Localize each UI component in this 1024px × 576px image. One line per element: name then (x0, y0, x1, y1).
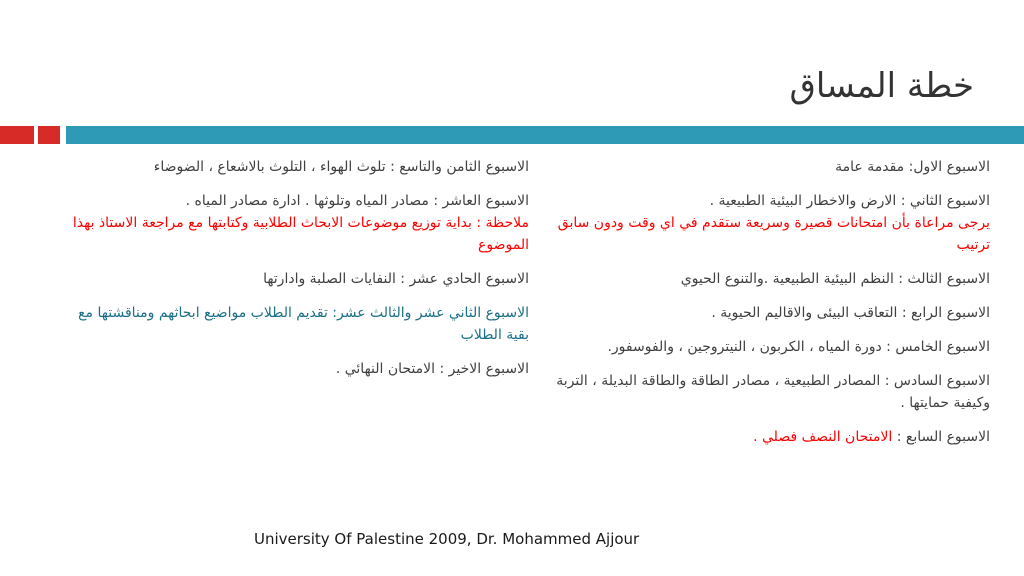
left-column (59, 156, 529, 392)
accent-bar-blue (66, 126, 1024, 144)
quiz-note: يرجى مراعاة بأن امتحانات قصيرة وسريعة ستقدم في اي وقت ودون سابق ترتيب (557, 215, 990, 253)
accent-bar-red-small (38, 126, 60, 144)
week-7: الاسبوع السابع : الامتحان النصف فصلي . (753, 429, 990, 445)
right-column (550, 156, 990, 460)
week-12-13: الاسبوع الثاني عشر والثالث عشر: تقديم الطلاب مواضيع ابحاثهم ومناقشتها مع بقية الطلاب (78, 305, 529, 343)
slide-title: خطة المساق (789, 66, 974, 106)
footer-credit: University Of Palestine 2009, Dr. Mohammed Ajjour (254, 530, 640, 548)
week-6: الاسبوع السادس : المصادر الطبيعية ، مصادر الطاقة والطاقة البديلة ، التربة وكيفية حمايتها . (556, 373, 990, 411)
midterm-exam: الامتحان النصف فصلي . (753, 429, 893, 445)
week-4: الاسبوع الرابع : التعاقب البيئى والاقاليم الحيوية . (711, 305, 990, 321)
week-3: الاسبوع الثالث : النظم البيئية الطبيعية .والتنوع الحيوي (680, 271, 990, 287)
week-final: الاسبوع الاخير : الامتحان النهائي . (335, 361, 529, 377)
week-1: الاسبوع الاول: مقدمة عامة (835, 159, 990, 175)
week-10: الاسبوع العاشر : مصادر المياه وتلوثها . ادارة مصادر المياه . ملاحظة : بداية توزيع موضوعات الابحاث الطلابية وكتابتها مع مراجعة الاستاذ بهذا الموضوع (59, 190, 529, 256)
accent-bar-red (0, 126, 34, 144)
week-11: الاسبوع الحادي عشر : النفايات الصلبة وادارتها (263, 271, 529, 287)
week-5: الاسبوع الخامس : دورة المياه ، الكربون ، النيتروجين ، والفوسفور. (607, 339, 990, 355)
week-2: الاسبوع الثاني : الارض والاخطار البيئية الطبيعية . يرجى مراعاة بأن امتحانات قصيرة وسريعة ستقدم في اي وقت ودون سابق ترتيب (550, 190, 990, 256)
research-note: ملاحظة : بداية توزيع موضوعات الابحاث الطلابية وكتابتها مع مراجعة الاستاذ بهذا الموضوع (72, 215, 529, 253)
week-8-9: الاسبوع الثامن والتاسع : تلوث الهواء ، التلوث بالاشعاع ، الضوضاء (153, 159, 529, 175)
